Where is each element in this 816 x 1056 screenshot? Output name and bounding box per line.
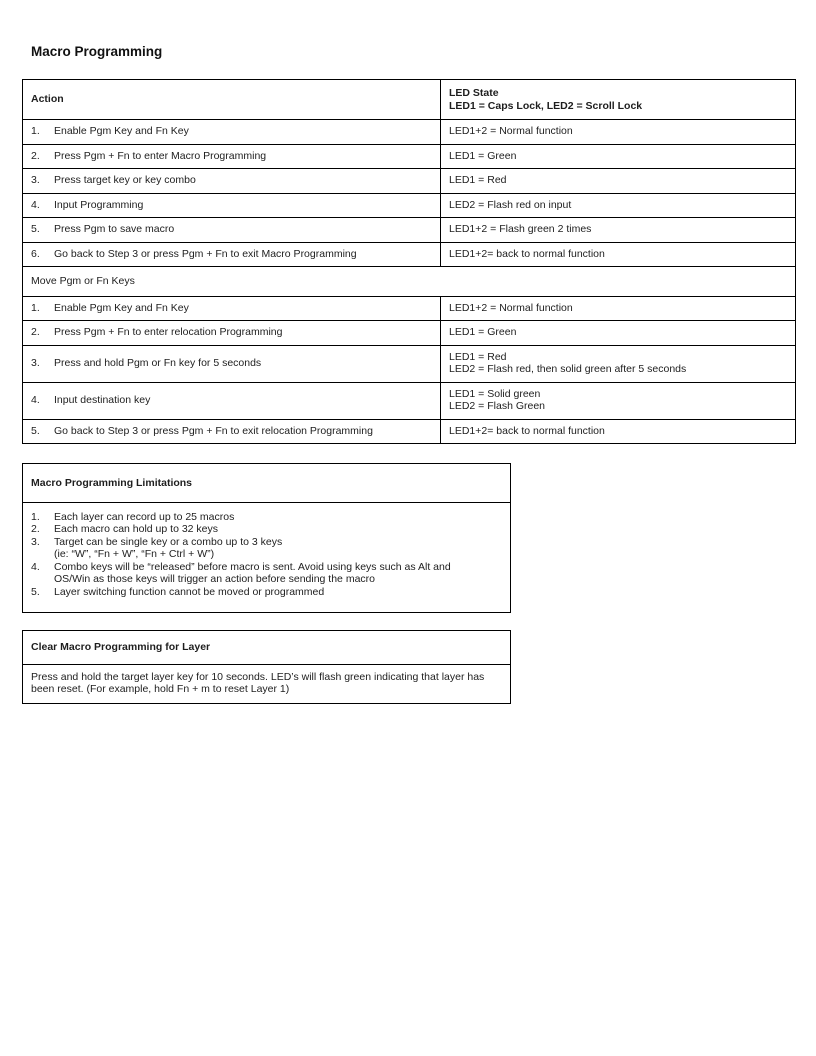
led-status: LED2 = Flash Green <box>449 400 546 412</box>
table-row <box>23 242 796 267</box>
action-cell <box>23 144 441 169</box>
action-label: Go back to Step 3 or press Pgm + Fn to exit relocation Programming <box>54 424 373 437</box>
table-row <box>23 419 796 444</box>
led-status: LED2 = Flash red, then solid green after 5 seconds <box>449 363 687 375</box>
led-status: LED1 = Solid green <box>449 387 541 400</box>
row-number: 2. <box>31 149 40 162</box>
row-number: 2. <box>31 326 40 338</box>
clear-box-title: Clear Macro Programming for Layer <box>23 631 510 665</box>
row-number: 6. <box>31 247 40 260</box>
item-line: (ie: “W”, “Fn + W”, “Fn + Ctrl + W”) <box>54 548 215 560</box>
action-cell <box>23 120 441 145</box>
table-row <box>23 120 796 145</box>
led-cell <box>441 419 796 444</box>
led-status: LED1 = Green <box>449 149 517 162</box>
section-row <box>23 267 796 297</box>
table-row <box>23 144 796 169</box>
limitations-box-title: Macro Programming Limitations <box>23 464 510 503</box>
led-status: LED2 = Flash red on input <box>449 198 572 211</box>
led-status: LED1 = Red <box>449 350 507 363</box>
table-header-row <box>23 80 796 120</box>
action-cell <box>23 193 441 218</box>
action-label: Enable Pgm Key and Fn Key <box>54 125 189 137</box>
item-number: 4. <box>31 560 40 573</box>
list-item <box>31 586 500 599</box>
action-label: Press Pgm + Fn to enter Macro Programming <box>54 149 267 162</box>
led-cell <box>441 345 796 382</box>
item-line: Each macro can hold up to 32 keys <box>54 523 219 535</box>
table-row <box>23 193 796 218</box>
led-cell <box>441 382 796 419</box>
row-number: 4. <box>31 393 40 406</box>
section-label: Move Pgm or Fn Keys <box>31 275 135 287</box>
item-number: 3. <box>31 535 40 548</box>
table-row <box>23 321 796 346</box>
item-line: Combo keys will be “released” before macro is sent. Avoid using keys such as Alt and <box>54 560 451 573</box>
header-action-cell <box>23 80 441 120</box>
row-number: 1. <box>31 301 40 314</box>
header-led-line1: LED State <box>449 87 499 99</box>
item-line: Layer switching function cannot be moved or programmed <box>54 585 325 598</box>
limitations-list <box>23 503 510 613</box>
led-cell <box>441 218 796 243</box>
action-label: Go back to Step 3 or press Pgm + Fn to exit Macro Programming <box>54 247 357 260</box>
action-cell <box>23 242 441 267</box>
led-cell <box>441 296 796 321</box>
list-item <box>31 523 500 536</box>
row-number: 5. <box>31 424 40 437</box>
led-cell <box>441 120 796 145</box>
led-cell <box>441 193 796 218</box>
row-number: 5. <box>31 223 40 235</box>
item-line: OS/Win as those keys will trigger an action before sending the macro <box>54 573 375 585</box>
row-number: 3. <box>31 356 40 369</box>
macro-programming-table <box>22 79 796 444</box>
action-label: Input destination key <box>54 393 151 406</box>
row-number: 1. <box>31 125 40 137</box>
action-cell <box>23 419 441 444</box>
action-cell <box>23 382 441 419</box>
list-item <box>31 511 500 524</box>
list-item <box>31 536 500 561</box>
led-status: LED1+2= back to normal function <box>449 247 605 260</box>
table-row <box>23 218 796 243</box>
header-action-label: Action <box>31 93 64 106</box>
header-led-line2: LED1 = Caps Lock, LED2 = Scroll Lock <box>449 99 643 112</box>
page-title: Macro Programming <box>31 44 163 59</box>
limitations-box <box>22 463 511 613</box>
action-cell <box>23 218 441 243</box>
item-line: Target can be single key or a combo up to 3 keys <box>54 535 283 548</box>
item-number: 5. <box>31 585 40 598</box>
clear-box-text-line: Press and hold the target layer key for 10 seconds. LED’s will flash green indicating that layer has <box>31 670 485 683</box>
action-cell <box>23 296 441 321</box>
header-led-cell <box>441 80 796 120</box>
action-label: Input Programming <box>54 198 144 211</box>
action-cell <box>23 345 441 382</box>
table-row <box>23 345 796 382</box>
led-cell <box>441 169 796 194</box>
action-cell <box>23 169 441 194</box>
action-label: Press target key or key combo <box>54 174 196 186</box>
action-cell <box>23 321 441 346</box>
led-status: LED1+2 = Flash green 2 times <box>449 223 592 235</box>
led-status: LED1 = Red <box>449 174 507 186</box>
clear-box-text-line: been reset. (For example, hold Fn + m to reset Layer 1) <box>31 683 290 695</box>
led-status: LED1+2 = Normal function <box>449 301 573 314</box>
action-label: Press and hold Pgm or Fn key for 5 seconds <box>54 356 262 369</box>
led-cell <box>441 321 796 346</box>
action-label: Press Pgm to save macro <box>54 223 175 235</box>
table-row <box>23 296 796 321</box>
row-number: 4. <box>31 198 40 211</box>
led-status: LED1 = Green <box>449 326 517 338</box>
item-number: 2. <box>31 523 40 535</box>
list-item <box>31 561 500 586</box>
section-cell <box>23 267 796 297</box>
led-status: LED1+2= back to normal function <box>449 424 605 437</box>
led-cell <box>441 144 796 169</box>
clear-macro-box <box>22 630 511 704</box>
item-line: Each layer can record up to 25 macros <box>54 510 235 523</box>
table-row <box>23 169 796 194</box>
led-cell <box>441 242 796 267</box>
item-number: 1. <box>31 510 40 523</box>
led-status: LED1+2 = Normal function <box>449 125 573 137</box>
clear-box-body <box>23 665 510 703</box>
table-row <box>23 382 796 419</box>
action-label: Press Pgm + Fn to enter relocation Programming <box>54 326 283 338</box>
row-number: 3. <box>31 174 40 186</box>
action-label: Enable Pgm Key and Fn Key <box>54 301 189 314</box>
